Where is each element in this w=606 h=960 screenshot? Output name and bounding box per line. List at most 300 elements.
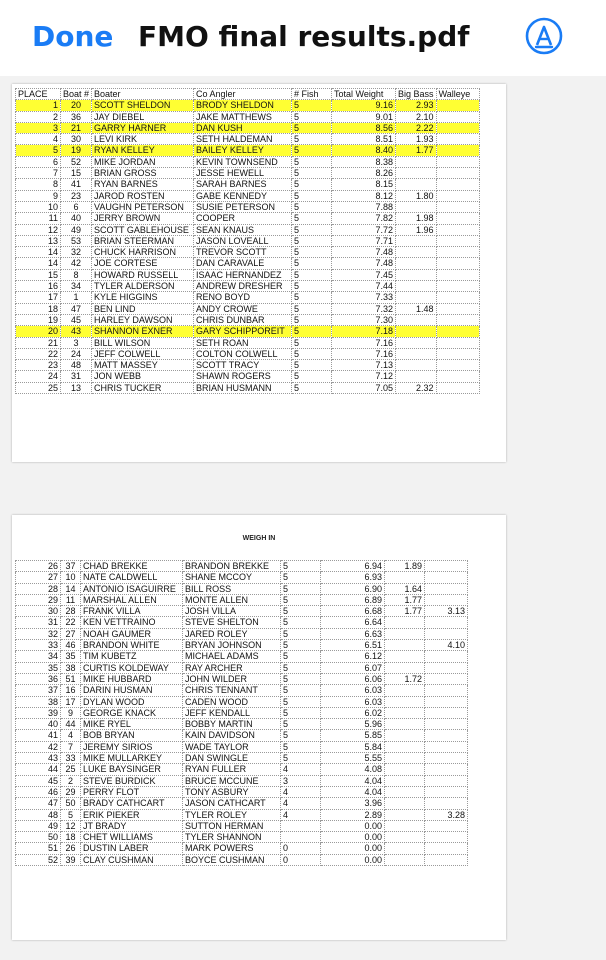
big-bass-cell <box>385 572 425 583</box>
big-bass-cell <box>385 832 425 843</box>
fish-count-cell: 5 <box>281 606 321 617</box>
boater-cell: CLAY CUSHMAN <box>81 854 183 865</box>
boat-number-cell: 53 <box>61 235 92 246</box>
total-weight-cell: 7.32 <box>332 303 396 314</box>
place-cell: 20 <box>16 326 61 337</box>
place-cell: 9 <box>16 190 61 201</box>
boat-number-cell: 48 <box>61 360 92 371</box>
boater-cell: SHANNON EXNER <box>92 326 194 337</box>
boater-cell: BILL WILSON <box>92 337 194 348</box>
done-button[interactable]: Done <box>32 20 114 53</box>
big-bass-cell: 2.22 <box>396 122 437 133</box>
table-row <box>16 786 468 797</box>
boat-number-cell: 26 <box>61 843 81 854</box>
place-cell: 24 <box>16 371 61 382</box>
fish-count-cell: 5 <box>292 179 332 190</box>
table-row <box>16 617 468 628</box>
boater-cell: ERIK PIEKER <box>81 809 183 820</box>
big-bass-cell: 2.10 <box>396 111 437 122</box>
boat-number-cell: 22 <box>61 617 81 628</box>
table-row <box>16 303 480 314</box>
fish-count-cell: 5 <box>281 719 321 730</box>
boater-cell: BOB BRYAN <box>81 730 183 741</box>
big-bass-cell: 1.98 <box>396 213 437 224</box>
boat-number-cell: 18 <box>61 832 81 843</box>
total-weight-cell: 6.03 <box>321 685 385 696</box>
table-row <box>16 269 480 280</box>
fish-count-cell: 5 <box>292 190 332 201</box>
big-bass-cell <box>385 775 425 786</box>
place-cell: 50 <box>16 832 61 843</box>
walleye-cell <box>425 561 468 572</box>
walleye-cell <box>436 111 479 122</box>
co-angler-cell: JASON CATHCART <box>183 798 281 809</box>
place-cell: 40 <box>16 719 61 730</box>
table-row <box>16 775 468 786</box>
results-table-page-1 <box>15 88 480 394</box>
big-bass-cell: 1.72 <box>385 673 425 684</box>
walleye-cell <box>425 651 468 662</box>
boat-number-cell: 37 <box>61 561 81 572</box>
fish-count-cell: 5 <box>292 100 332 111</box>
co-angler-cell: BOBBY MARTIN <box>183 719 281 730</box>
place-cell: 52 <box>16 854 61 865</box>
table-row <box>16 741 468 752</box>
boat-number-cell: 51 <box>61 673 81 684</box>
place-cell: 27 <box>16 572 61 583</box>
fish-count-cell: 5 <box>281 707 321 718</box>
table-row <box>16 820 468 831</box>
big-bass-cell <box>396 179 437 190</box>
walleye-cell <box>425 854 468 865</box>
place-cell: 10 <box>16 201 61 212</box>
total-weight-cell: 9.16 <box>332 100 396 111</box>
co-angler-cell: CADEN WOOD <box>183 696 281 707</box>
co-angler-cell: CHRIS TENNANT <box>183 685 281 696</box>
walleye-cell <box>436 156 479 167</box>
table-row <box>16 258 480 269</box>
place-cell: 44 <box>16 764 61 775</box>
boater-cell: ANTONIO ISAGUIRRE <box>81 583 183 594</box>
walleye-cell <box>425 719 468 730</box>
table-row <box>16 640 468 651</box>
big-bass-cell: 1.80 <box>396 190 437 201</box>
total-weight-cell: 5.84 <box>321 741 385 752</box>
big-bass-cell <box>385 741 425 752</box>
boater-cell: SCOTT SHELDON <box>92 100 194 111</box>
boat-number-cell: 40 <box>61 213 92 224</box>
place-cell: 35 <box>16 662 61 673</box>
co-angler-cell: RENO BOYD <box>194 292 292 303</box>
co-angler-cell: SUSIE PETERSON <box>194 201 292 212</box>
boat-number-cell: 35 <box>61 651 81 662</box>
table-row <box>16 696 468 707</box>
fish-count-cell: 5 <box>292 224 332 235</box>
big-bass-cell <box>385 662 425 673</box>
results-table-page-2 <box>15 560 468 866</box>
big-bass-cell <box>396 292 437 303</box>
boat-number-cell: 4 <box>61 730 81 741</box>
co-angler-cell: TREVOR SCOTT <box>194 247 292 258</box>
co-angler-cell: ANDY CROWE <box>194 303 292 314</box>
table-row <box>16 111 480 122</box>
boater-cell: GARRY HARNER <box>92 122 194 133</box>
big-bass-cell: 1.93 <box>396 134 437 145</box>
big-bass-cell <box>385 843 425 854</box>
place-cell: 41 <box>16 730 61 741</box>
co-angler-cell: COLTON COLWELL <box>194 348 292 359</box>
boat-number-cell: 50 <box>61 798 81 809</box>
big-bass-cell <box>385 753 425 764</box>
boater-cell: MIKE HUBBARD <box>81 673 183 684</box>
boat-number-cell: 3 <box>61 337 92 348</box>
big-bass-cell <box>396 235 437 246</box>
boat-number-cell: 45 <box>61 314 92 325</box>
walleye-cell <box>436 100 479 111</box>
place-cell: 5 <box>16 145 61 156</box>
big-bass-cell <box>396 201 437 212</box>
place-cell: 6 <box>16 156 61 167</box>
boat-number-cell: 33 <box>61 753 81 764</box>
co-angler-cell: TYLER ROLEY <box>183 809 281 820</box>
co-angler-cell: SETH ROAN <box>194 337 292 348</box>
place-cell: 34 <box>16 651 61 662</box>
co-angler-cell: SCOTT TRACY <box>194 360 292 371</box>
boat-number-cell: 16 <box>61 685 81 696</box>
big-bass-cell: 1.48 <box>396 303 437 314</box>
total-weight-cell: 6.68 <box>321 606 385 617</box>
table-row <box>16 371 480 382</box>
boat-number-cell: 20 <box>61 100 92 111</box>
walleye-cell <box>436 314 479 325</box>
boat-number-cell: 15 <box>61 168 92 179</box>
boat-number-cell: 6 <box>61 201 92 212</box>
total-weight-cell: 5.96 <box>321 719 385 730</box>
total-weight-cell: 7.05 <box>332 382 396 393</box>
walleye-cell: 3.28 <box>425 809 468 820</box>
boat-number-cell: 11 <box>61 594 81 605</box>
fish-count-cell: 5 <box>292 360 332 371</box>
fish-count-cell: 5 <box>292 145 332 156</box>
co-angler-cell: RAY ARCHER <box>183 662 281 673</box>
table-row <box>16 224 480 235</box>
walleye-cell <box>425 730 468 741</box>
table-row <box>16 360 480 371</box>
big-bass-cell <box>396 326 437 337</box>
table-row <box>16 247 480 258</box>
co-angler-cell: GARY SCHIPPOREIT <box>194 326 292 337</box>
co-angler-cell: TYLER SHANNON <box>183 832 281 843</box>
fish-count-cell: 5 <box>292 168 332 179</box>
place-cell: 28 <box>16 583 61 594</box>
big-bass-cell <box>385 854 425 865</box>
boat-number-cell: 36 <box>61 111 92 122</box>
co-angler-cell: STEVE SHELTON <box>183 617 281 628</box>
fish-count-cell: 5 <box>292 348 332 359</box>
place-cell: 26 <box>16 561 61 572</box>
table-row <box>16 854 468 865</box>
fish-count-cell: 5 <box>281 730 321 741</box>
walleye-cell <box>425 583 468 594</box>
co-angler-cell: ANDREW DRESHER <box>194 281 292 292</box>
walleye-cell <box>425 775 468 786</box>
fish-count-cell: 0 <box>281 843 321 854</box>
big-bass-cell: 1.89 <box>385 561 425 572</box>
weigh-in-label: WEIGH IN <box>242 535 276 542</box>
big-bass-cell <box>385 786 425 797</box>
big-bass-cell <box>385 764 425 775</box>
table-row <box>16 179 480 190</box>
walleye-cell <box>436 326 479 337</box>
boat-number-cell: 25 <box>61 764 81 775</box>
walleye-cell <box>436 337 479 348</box>
big-bass-cell: 1.77 <box>385 606 425 617</box>
total-weight-cell: 4.08 <box>321 764 385 775</box>
fish-count-cell: 5 <box>281 685 321 696</box>
fish-count-cell: 0 <box>281 854 321 865</box>
big-bass-cell <box>385 820 425 831</box>
boater-cell: CHUCK HARRISON <box>92 247 194 258</box>
column-header: Total Weight <box>332 89 396 100</box>
big-bass-cell: 2.93 <box>396 100 437 111</box>
boat-number-cell: 29 <box>61 786 81 797</box>
total-weight-cell: 8.15 <box>332 179 396 190</box>
total-weight-cell: 6.93 <box>321 572 385 583</box>
place-cell: 38 <box>16 696 61 707</box>
fish-count-cell: 5 <box>281 594 321 605</box>
place-cell: 49 <box>16 820 61 831</box>
co-angler-cell: BILL ROSS <box>183 583 281 594</box>
total-weight-cell: 7.12 <box>332 371 396 382</box>
boat-number-cell: 52 <box>61 156 92 167</box>
boater-cell: MIKE RYEL <box>81 719 183 730</box>
walleye-cell <box>425 617 468 628</box>
big-bass-cell <box>385 730 425 741</box>
big-bass-cell <box>385 628 425 639</box>
total-weight-cell: 2.89 <box>321 809 385 820</box>
big-bass-cell <box>385 696 425 707</box>
place-cell: 18 <box>16 303 61 314</box>
total-weight-cell: 7.33 <box>332 292 396 303</box>
table-row <box>16 843 468 854</box>
fish-count-cell: 4 <box>281 809 321 820</box>
total-weight-cell: 7.13 <box>332 360 396 371</box>
table-row <box>16 730 468 741</box>
co-angler-cell: BRANDON BREKKE <box>183 561 281 572</box>
table-row <box>16 673 468 684</box>
big-bass-cell <box>396 269 437 280</box>
total-weight-cell: 7.82 <box>332 213 396 224</box>
co-angler-cell: MONTE ALLEN <box>183 594 281 605</box>
boater-cell: RYAN KELLEY <box>92 145 194 156</box>
co-angler-cell: DAN SWINGLE <box>183 753 281 764</box>
total-weight-cell: 3.96 <box>321 798 385 809</box>
total-weight-cell: 7.72 <box>332 224 396 235</box>
boater-cell: HOWARD RUSSELL <box>92 269 194 280</box>
boat-number-cell: 28 <box>61 606 81 617</box>
total-weight-cell: 6.64 <box>321 617 385 628</box>
boat-number-cell: 38 <box>61 662 81 673</box>
boat-number-cell: 5 <box>61 809 81 820</box>
table-row <box>16 798 468 809</box>
boater-cell: JAROD ROSTEN <box>92 190 194 201</box>
big-bass-cell <box>396 337 437 348</box>
place-cell: 29 <box>16 594 61 605</box>
boater-cell: KEN VETTRAINO <box>81 617 183 628</box>
big-bass-cell <box>385 707 425 718</box>
fish-count-cell: 5 <box>292 337 332 348</box>
place-cell: 42 <box>16 741 61 752</box>
co-angler-cell: CHRIS DUNBAR <box>194 314 292 325</box>
co-angler-cell: TONY ASBURY <box>183 786 281 797</box>
fish-count-cell: 5 <box>292 213 332 224</box>
place-cell: 48 <box>16 809 61 820</box>
walleye-cell <box>436 168 479 179</box>
place-cell: 25 <box>16 382 61 393</box>
column-header: # Fish <box>292 89 332 100</box>
walleye-cell <box>425 594 468 605</box>
fish-count-cell: 4 <box>281 764 321 775</box>
total-weight-cell: 7.45 <box>332 269 396 280</box>
total-weight-cell: 5.85 <box>321 730 385 741</box>
boater-cell: HARLEY DAWSON <box>92 314 194 325</box>
table-row <box>16 832 468 843</box>
place-cell: 4 <box>16 134 61 145</box>
place-cell: 16 <box>16 281 61 292</box>
total-weight-cell: 6.90 <box>321 583 385 594</box>
walleye-cell <box>425 662 468 673</box>
boater-cell: CHRIS TUCKER <box>92 382 194 393</box>
boater-cell: PERRY FLOT <box>81 786 183 797</box>
boat-number-cell: 19 <box>61 145 92 156</box>
place-cell: 22 <box>16 348 61 359</box>
fish-count-cell: 5 <box>281 696 321 707</box>
table-row <box>16 606 468 617</box>
boat-number-cell: 43 <box>61 326 92 337</box>
walleye-cell <box>436 371 479 382</box>
table-row <box>16 201 480 212</box>
co-angler-cell: KAIN DAVIDSON <box>183 730 281 741</box>
boater-cell: VAUGHN PETERSON <box>92 201 194 212</box>
place-cell: 11 <box>16 213 61 224</box>
walleye-cell <box>436 235 479 246</box>
total-weight-cell: 6.06 <box>321 673 385 684</box>
boat-number-cell: 24 <box>61 348 92 359</box>
fish-count-cell <box>281 832 321 843</box>
total-weight-cell: 9.01 <box>332 111 396 122</box>
fish-count-cell: 5 <box>292 122 332 133</box>
big-bass-cell: 1.96 <box>396 224 437 235</box>
fish-count-cell: 5 <box>281 662 321 673</box>
big-bass-cell <box>396 258 437 269</box>
boater-cell: DARIN HUSMAN <box>81 685 183 696</box>
co-angler-cell: BOYCE CUSHMAN <box>183 854 281 865</box>
place-cell: 47 <box>16 798 61 809</box>
fish-count-cell: 5 <box>281 561 321 572</box>
total-weight-cell: 7.30 <box>332 314 396 325</box>
boater-cell: GEORGE KNACK <box>81 707 183 718</box>
table-row <box>16 314 480 325</box>
boater-cell: SCOTT GABLEHOUSE <box>92 224 194 235</box>
walleye-cell <box>436 134 479 145</box>
co-angler-cell: JAKE MATTHEWS <box>194 111 292 122</box>
table-row <box>16 753 468 764</box>
fish-count-cell: 5 <box>292 111 332 122</box>
place-cell: 15 <box>16 269 61 280</box>
co-angler-cell: JOHN WILDER <box>183 673 281 684</box>
place-cell: 19 <box>16 314 61 325</box>
boater-cell: JAY DIEBEL <box>92 111 194 122</box>
walleye-cell <box>425 741 468 752</box>
table-row <box>16 719 468 730</box>
table-row <box>16 594 468 605</box>
place-cell: 23 <box>16 360 61 371</box>
total-weight-cell: 6.63 <box>321 628 385 639</box>
big-bass-cell <box>385 719 425 730</box>
table-row <box>16 281 480 292</box>
total-weight-cell: 8.38 <box>332 156 396 167</box>
column-header: Walleye <box>436 89 479 100</box>
walleye-cell <box>436 258 479 269</box>
co-angler-cell: BAILEY KELLEY <box>194 145 292 156</box>
walleye-cell <box>425 798 468 809</box>
table-row <box>16 292 480 303</box>
boater-cell: JERRY BROWN <box>92 213 194 224</box>
walleye-cell <box>425 786 468 797</box>
fish-count-cell: 5 <box>292 247 332 258</box>
boat-number-cell: 1 <box>61 292 92 303</box>
total-weight-cell: 6.89 <box>321 594 385 605</box>
pdf-page-1 <box>12 84 506 462</box>
big-bass-cell: 1.77 <box>385 594 425 605</box>
boater-cell: DUSTIN LABER <box>81 843 183 854</box>
walleye-cell <box>436 247 479 258</box>
big-bass-cell <box>396 156 437 167</box>
markup-pen-icon[interactable] <box>524 16 564 56</box>
co-angler-cell: SUTTON HERMAN <box>183 820 281 831</box>
total-weight-cell: 6.51 <box>321 640 385 651</box>
document-title: FMO final results.pdf <box>138 20 470 53</box>
table-row <box>16 628 468 639</box>
top-toolbar <box>0 0 606 76</box>
walleye-cell <box>425 628 468 639</box>
co-angler-cell: BRYAN JOHNSON <box>183 640 281 651</box>
total-weight-cell: 8.12 <box>332 190 396 201</box>
fish-count-cell: 5 <box>292 326 332 337</box>
table-row <box>16 134 480 145</box>
fish-count-cell: 5 <box>281 741 321 752</box>
total-weight-cell: 6.03 <box>321 696 385 707</box>
fish-count-cell: 5 <box>292 235 332 246</box>
place-cell: 46 <box>16 786 61 797</box>
boat-number-cell: 12 <box>61 820 81 831</box>
big-bass-cell <box>396 314 437 325</box>
walleye-cell: 3.13 <box>425 606 468 617</box>
boat-number-cell: 7 <box>61 741 81 752</box>
boater-cell: DYLAN WOOD <box>81 696 183 707</box>
table-row <box>16 100 480 111</box>
fish-count-cell: 5 <box>281 640 321 651</box>
co-angler-cell: RYAN FULLER <box>183 764 281 775</box>
boater-cell: BRIAN STEERMAN <box>92 235 194 246</box>
total-weight-cell: 7.48 <box>332 247 396 258</box>
walleye-cell <box>425 685 468 696</box>
total-weight-cell: 6.07 <box>321 662 385 673</box>
table-row <box>16 651 468 662</box>
walleye-cell <box>436 190 479 201</box>
fish-count-cell: 5 <box>281 753 321 764</box>
boater-cell: JEREMY SIRIOS <box>81 741 183 752</box>
